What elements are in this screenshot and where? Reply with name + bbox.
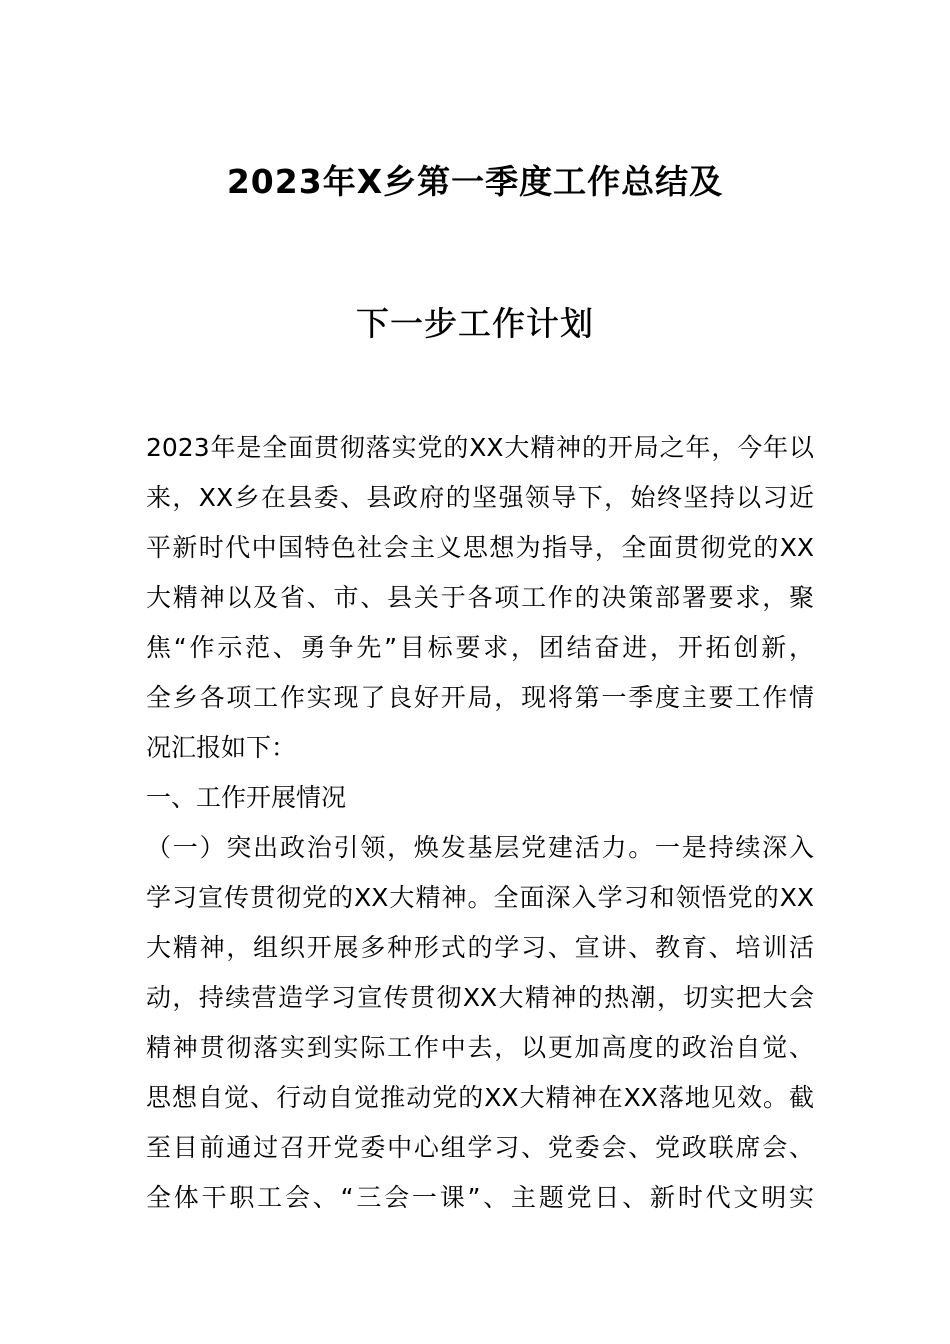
body-line: 大精神，组织开展多种形式的学习、宣讲、教育、培训活 xyxy=(146,933,814,962)
body-line: 2023年是全面贯彻落实党的XX大精神的开局之年，今年以 xyxy=(146,433,814,462)
document-title-line2: 下一步工作计划 xyxy=(356,304,594,343)
body-line: 全体干职工会、“三会一课”、主题党日、新时代文明实 xyxy=(146,1183,814,1212)
body-line: 精神贯彻落实到实际工作中去，以更加高度的政治自觉、 xyxy=(146,1033,814,1062)
document-body xyxy=(146,428,814,1228)
body-line: 动，持续营造学习宣传贯彻XX大精神的热潮，切实把大会 xyxy=(146,983,814,1012)
body-line: 焦“作示范、勇争先”目标要求，团结奋进，开拓创新， xyxy=(146,633,814,662)
body-line: 学习宣传贯彻党的XX大精神。全面深入学习和领悟党的XX xyxy=(146,883,814,912)
body-line: 大精神以及省、市、县关于各项工作的决策部署要求，聚 xyxy=(146,583,814,612)
body-line: 况汇报如下： xyxy=(146,733,297,762)
body-line: （一）突出政治引领，焕发基层党建活力。一是持续深入 xyxy=(146,833,814,862)
section-heading: 一、工作开展情况 xyxy=(146,783,347,812)
body-line: 平新时代中国特色社会主义思想为指导，全面贯彻党的XX xyxy=(146,533,814,562)
body-line: 至目前通过召开党委中心组学习、党委会、党政联席会、 xyxy=(146,1133,814,1162)
document-title-line1: 2023年X乡第一季度工作总结及 xyxy=(226,162,724,201)
body-line: 来，XX乡在县委、县政府的坚强领导下，始终坚持以习近 xyxy=(146,483,814,512)
body-line: 全乡各项工作实现了良好开局，现将第一季度主要工作情 xyxy=(146,683,814,712)
body-line: 思想自觉、行动自觉推动党的XX大精神在XX落地见效。截 xyxy=(146,1083,814,1112)
